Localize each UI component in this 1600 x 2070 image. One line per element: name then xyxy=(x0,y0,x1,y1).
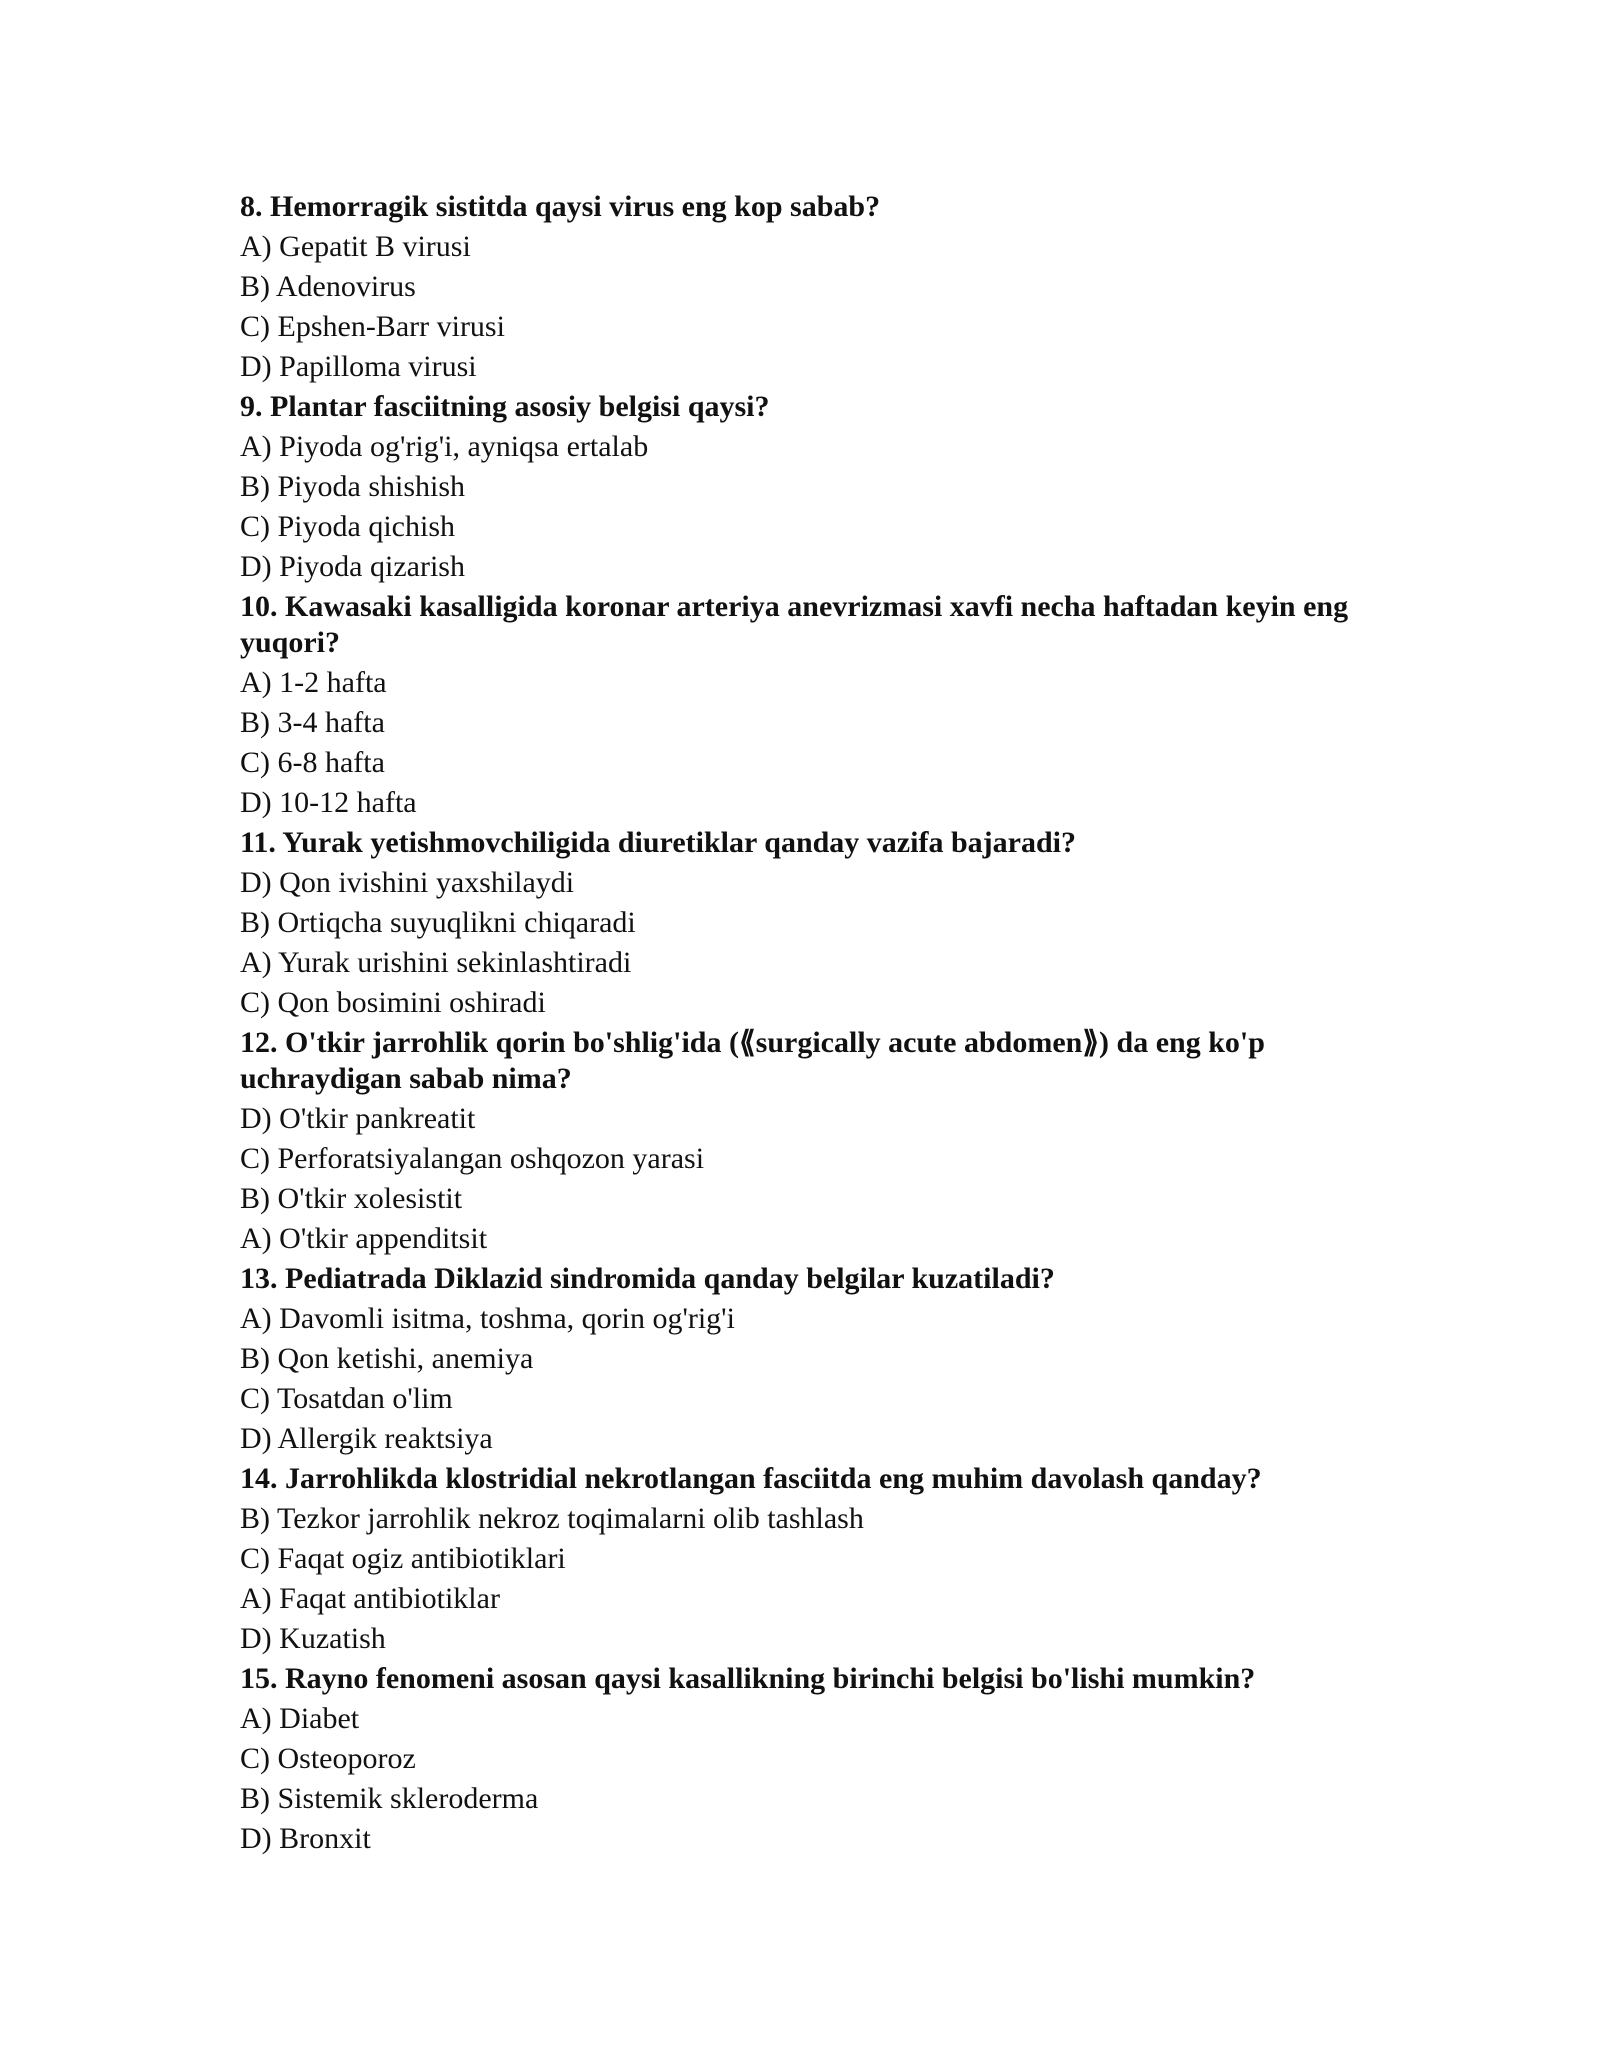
answer-option: A) Davomli isitma, toshma, qorin og'rig'i xyxy=(240,1302,735,1335)
question-text: 13. Pediatrada Diklazid sindromida qanday belgilar kuzatiladi? xyxy=(240,1262,1055,1295)
question-list xyxy=(240,187,1410,1859)
answer-option: D) Allergik reaktsiya xyxy=(240,1422,493,1455)
answer-option: B) Sistemik skleroderma xyxy=(240,1782,539,1815)
question-text: 15. Rayno fenomeni asosan qaysi kasallikning birinchi belgisi bo'lishi mumkin? xyxy=(240,1662,1256,1695)
answer-option: A) Diabet xyxy=(240,1702,360,1735)
answer-option: B) Qon ketishi, anemiya xyxy=(240,1342,534,1375)
answer-option: A) Yurak urishini sekinlashtiradi xyxy=(240,946,632,979)
answer-option: C) Osteoporoz xyxy=(240,1742,416,1775)
answer-option: B) Adenovirus xyxy=(240,270,416,303)
answer-option: D) Papilloma virusi xyxy=(240,350,477,383)
answer-option: C) 6-8 hafta xyxy=(240,746,385,779)
answer-option: A) Gepatit B virusi xyxy=(240,230,471,263)
question-text: 12. O'tkir jarrohlik qorin bo'shlig'ida (⟪surgically acute abdomen⟫) da eng ko'p uchraydigan sabab nima? xyxy=(240,1026,1265,1095)
question-text: 10. Kawasaki kasalligida koronar arteriya anevrizmasi xavfi necha haftadan keyin eng yuqori? xyxy=(240,590,1349,659)
answer-option: B) Tezkor jarrohlik nekroz toqimalarni olib tashlash xyxy=(240,1502,864,1535)
answer-option: B) 3-4 hafta xyxy=(240,706,385,739)
question-block-9 xyxy=(240,387,1410,587)
question-block-8 xyxy=(240,187,1410,387)
answer-option: D) 10-12 hafta xyxy=(240,786,417,819)
answer-option: D) O'tkir pankreatit xyxy=(240,1102,476,1135)
answer-option: D) Bronxit xyxy=(240,1822,371,1855)
answer-option: A) 1-2 hafta xyxy=(240,666,387,699)
answer-option: D) Kuzatish xyxy=(240,1622,386,1655)
answer-option: A) Faqat antibiotiklar xyxy=(240,1582,500,1615)
question-block-12 xyxy=(240,1023,1410,1259)
question-text: 11. Yurak yetishmovchiligida diuretiklar qanday vazifa bajaradi? xyxy=(240,826,1076,859)
answer-option: D) Qon ivishini yaxshilaydi xyxy=(240,866,575,899)
answer-option: D) Piyoda qizarish xyxy=(240,550,465,583)
answer-option: B) Ortiqcha suyuqlikni chiqaradi xyxy=(240,906,636,939)
question-text: 9. Plantar fasciitning asosiy belgisi qaysi? xyxy=(240,390,770,423)
answer-option: C) Tosatdan o'lim xyxy=(240,1382,453,1415)
answer-option: B) O'tkir xolesistit xyxy=(240,1182,463,1215)
answer-option: C) Piyoda qichish xyxy=(240,510,455,543)
question-block-11 xyxy=(240,823,1410,1023)
question-text: 8. Hemorragik sistitda qaysi virus eng kop sabab? xyxy=(240,190,881,223)
answer-option: C) Faqat ogiz antibiotiklari xyxy=(240,1542,566,1575)
answer-option: A) Piyoda og'rig'i, ayniqsa ertalab xyxy=(240,430,649,463)
question-block-15 xyxy=(240,1659,1410,1859)
answer-option: B) Piyoda shishish xyxy=(240,470,466,503)
question-text: 14. Jarrohlikda klostridial nekrotlangan fasciitda eng muhim davolash qanday? xyxy=(240,1462,1262,1495)
question-block-13 xyxy=(240,1259,1410,1459)
answer-option: C) Perforatsiyalangan oshqozon yarasi xyxy=(240,1142,705,1175)
question-block-10 xyxy=(240,587,1410,823)
answer-option: A) O'tkir appenditsit xyxy=(240,1222,488,1255)
answer-option: C) Qon bosimini oshiradi xyxy=(240,986,546,1019)
answer-option: C) Epshen-Barr virusi xyxy=(240,310,505,343)
question-block-14 xyxy=(240,1459,1410,1659)
